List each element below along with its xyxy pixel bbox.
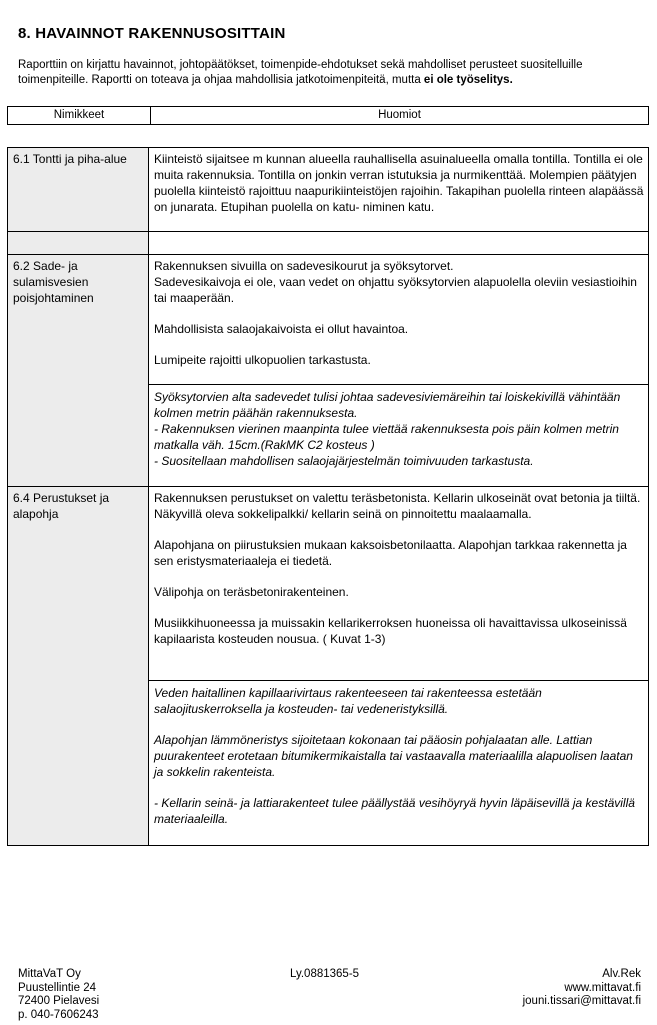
perustus-p1: Rakennuksen perustukset on valettu teräsbetonista. Kellarin ulkoseinät ovat betonia ja tiiltä. Näkyvillä oleva sokkelipalkki/ kellarin seinä on pinnoitettu maalaamalla.: [154, 491, 641, 521]
label-6-2-line: 6.2 Sade- ja: [13, 259, 78, 273]
label-6-4-line: 6.4 Perustukset ja: [13, 491, 110, 505]
intro-line-2: toimenpiteille. Raportti on toteava ja ohjaa mahdollisia jatkotoimenpiteitä, mutta: [18, 74, 424, 86]
footer-email-link[interactable]: jouni.tissari@mittavat.fi: [522, 995, 641, 1007]
intro-line-1: Raporttiin on kirjattu havainnot, johtopäätökset, toimenpide-ehdotukset sekä mahdolliset perusteet suositelluille: [18, 59, 583, 71]
footer-line: p. 040-7606243: [18, 1008, 99, 1021]
intro-paragraph: [18, 58, 643, 88]
label-6-2-line: poisjohtaminen: [13, 291, 94, 305]
footer-contact: [523, 968, 641, 1009]
sadevesi-p1: [154, 258, 644, 306]
footer-line: Puustellintie 24: [18, 981, 96, 994]
label-6-2: [13, 258, 147, 306]
label-6-4: [13, 490, 147, 522]
footer-line: 72400 Pielavesi: [18, 995, 100, 1007]
row-divider: [8, 486, 648, 487]
rec-6-2: [154, 389, 644, 469]
label-6-4-line: alapohja: [13, 507, 59, 521]
header-huomiot: Huomiot: [378, 109, 421, 121]
rec-6-2-line: - Rakennuksen vierinen maanpinta tulee viettää rakennuksesta pois päin kolmen metrin matkalla väh. 15cm.(RakMK C2 kosteus ): [154, 422, 619, 452]
text-6-2: [154, 258, 644, 368]
rec-6-2-line: Syöksytorvien alta sadevedet tulisi johtaa sadevesiviemäreihin tai loiskekivillä vähintään kolmen metrin päähän rakennuksesta.: [154, 390, 621, 420]
intro-bold: ei ole työselitys.: [423, 74, 513, 86]
rec-6-2-line: - Suositellaan mahdollisen salaojajärjestelmän toimivuuden tarkastusta.: [154, 454, 534, 468]
table-header: [7, 106, 649, 125]
row-divider: [8, 254, 648, 255]
footer-line: MittaVaT Oy: [18, 968, 81, 980]
perustus-p2: Alapohjana on piirustuksien mukaan kaksoisbetonilaatta. Alapohjan tarkkaa rakennetta ja sen eristysmateriaaleja ei tiedetä.: [154, 538, 627, 568]
sadevesi-p3: Lumipeite rajoitti ulkopuolien tarkastusta.: [154, 353, 371, 367]
perustus-p3: Välipohja on teräsbetonirakenteinen.: [154, 585, 349, 599]
footer-company: [18, 968, 99, 1022]
footer-website-link[interactable]: www.mittavat.fi: [564, 981, 641, 994]
rec-6-4-p2: Alapohjan lämmöneristys sijoitetaan kokonaan tai pääosin pohjalaatan alle. Lattian puurakenteet erotetaan bitumikermikaistalla tai vastaavalla materiaalilla alapuolisen laatan ja sokkelin rakenteista.: [154, 733, 633, 779]
tontti-text: Kiinteistö sijaitsee m kunnan alueella rauhallisella asuinalueella omalla tontilla. Tontilla ei ole muita rakennuksia. Tontilla on jonkin verran istutuksia ja nurmikenttää. Molempien päätyjen puolella kiinteistö rajoittuu naapurikiinteistöjen rajoihin. Takapihan puolella rinteen alapäässä on junarata. Etupihan puolella on katu- niminen katu.: [154, 152, 644, 214]
text-6-4: [154, 490, 644, 647]
footer-business-id: Ly.0881365-5: [290, 968, 360, 980]
header-nimikkeet: Nimikkeet: [8, 107, 151, 124]
perustus-p4: Musiikkihuoneessa ja muissakin kellarikerroksen huoneissa oli havaittavissa ulkoseinissä kapilaarista kosteuden nousua. ( Kuvat 1-3): [154, 616, 627, 646]
rec-6-4: [154, 685, 644, 827]
footer-line: Alv.Rek: [602, 968, 641, 980]
sadevesi-p1-line: Rakennuksen sivuilla on sadevesikourut ja syöksytorvet.: [154, 259, 454, 273]
label-6-1: 6.1 Tontti ja piha-alue: [13, 152, 127, 166]
observations-table: [7, 147, 649, 846]
rec-divider: [149, 384, 649, 385]
label-6-2-line: sulamisvesien: [13, 275, 89, 289]
rec-6-4-p1: Veden haitallinen kapillaarivirtaus rakenteeseen tai rakenteessa estetään salaojituskerroksella ja kosteuden- tai vedeneristyksillä.: [154, 686, 542, 716]
section-title: 8. HAVAINNOT RAKENNUSOSITTAIN: [18, 25, 286, 42]
text-6-1: [154, 151, 644, 215]
sadevesi-p2: Mahdollisista salaojakaivoista ei ollut havaintoa.: [154, 322, 409, 336]
sadevesi-p1-line: Sadevesikaivoja ei ole, vaan vedet on ohjattu syöksytorvien alapuolella oleviin vesiastioihin tai maaperään.: [154, 275, 637, 305]
row-divider: [8, 231, 648, 232]
rec-6-4-p3: - Kellarin seinä- ja lattiarakenteet tulee päällystää vesihöyryä hyvin läpäisevillä ja kestävillä materiaaleilla.: [154, 796, 635, 826]
rec-divider: [149, 680, 649, 681]
